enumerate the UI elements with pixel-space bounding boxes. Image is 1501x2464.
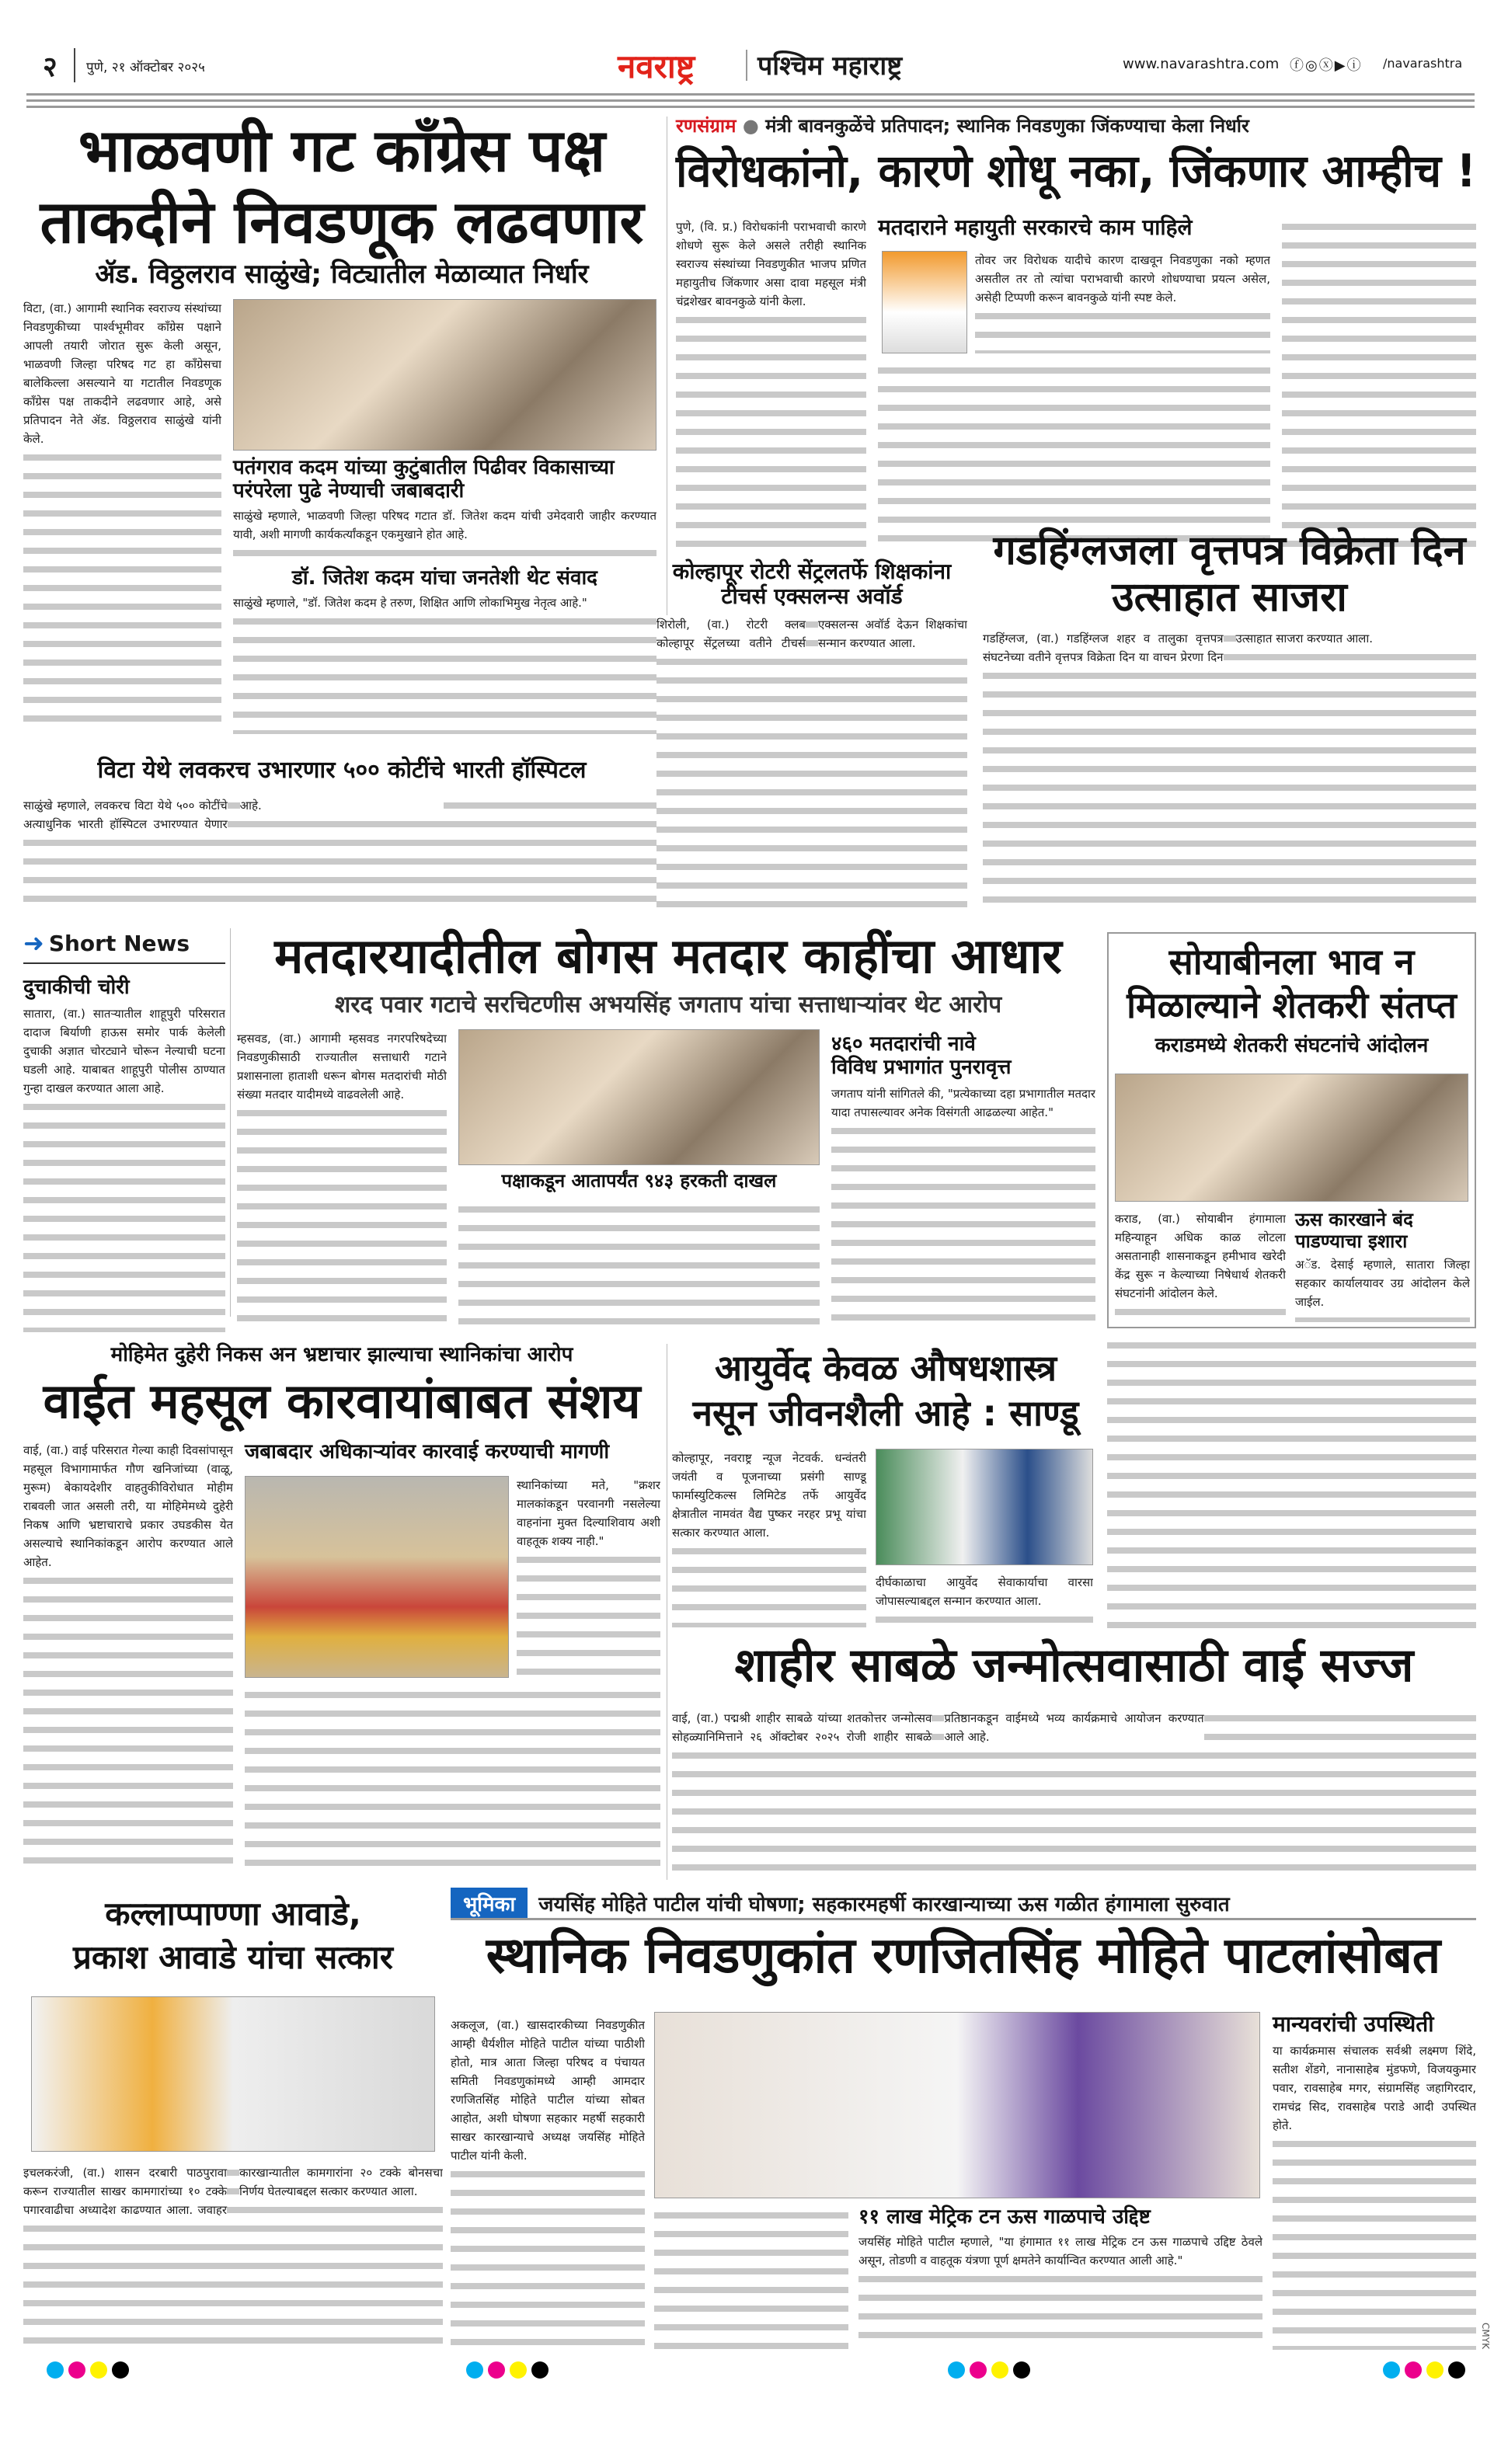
subhead: मतदाराने महायुती सरकारचे काम पाहिले [878,214,1193,240]
side-heading: मान्यवरांची उपस्थिती [1273,2011,1434,2037]
website-link[interactable]: www.navarashtra.com [1123,56,1280,72]
page-header [43,47,1472,85]
registration-marks [0,2361,1501,2393]
bottom-heading: विटा येथे लवकरच उभारणार ५०० कोटींचे भारती हॉस्पिटल [97,757,587,784]
short-news-box: ➜ Short News दुचाकीची चोरी सातारा, (वा.) सातऱ्यातील शाहूपुरी परिसरात दादाज बिर्याणी हाऊस समोर पार्क केलेली दुचाकी अज्ञात चोरट्याने चोरून नेल्याची घटना घडली आहे. याबाबत शाहूपुरी पोलीस ठाण्यात गुन्हा दाखल करण्यात आला आहे. [23,928,225,1332]
headline: मिळाल्याने शेतकरी संतप्त [1127,984,1457,1026]
article-wai-revenue: मोहिमेत दुहेरी निकस अन भ्रष्टाचार झाल्याचा स्थानिकांचा आरोप वाईत महसूल कारवायांबाबत संशय वाई, (वा.) वाई परिसरात गेल्या काही दिवसांपासून महसूल विभागामार्फत गौण खनिजांच्या (वाळू, मुरूम) बेकायदेशीर वाहतुकीविरोधात मोहीम राबवली जात असली तरी, या मोहिमेमध्ये दुहेरी निकष आणि भ्रष्टाचाराचे प्रकार उघडकीस येत असल्याचे स्थानिकांकडून आरोप करण्यात आले आहेत. जबाबदार अधिकाऱ्यांवर कारवाई करण्याची मागणी स्थानिकांच्या मते, "क्रशर मालकांकडून परवानगी नसलेल्या वाहनांना मुक्त दिल्याशिवाय अशी वाहतूक शक्य नाही." [23,1344,660,1880]
headline: कोल्हापूर रोटरी सेंट्रलतर्फे शिक्षकांना टीचर्स एक्सलन्स अवॉर्ड [672,559,952,610]
side-heading: डॉ. जितेश कदम यांचा जनतेशी थेट संवाद [292,566,597,590]
headline: ताकदीने निवडणूक लढवणार [40,187,644,256]
protest-photo [1115,1074,1468,1202]
kicker: मोहिमेत दुहेरी निकस अन भ्रष्टाचार झाल्याचा स्थानिकांचा आरोप [110,1343,573,1366]
photo-caption-head: पतंगराव कदम यांच्या कुटुंबातील पिढीवर विकासाच्या परंपरेला पुढे नेण्याची जबाबदारी [233,456,615,503]
press-conference-photo [458,1029,820,1165]
short-news-label: Short News [48,930,190,956]
youtube-icon[interactable]: ▶ [1334,57,1347,74]
facebook-icon[interactable]: ⓕ [1290,57,1305,74]
kicker-line: जयसिंह मोहिते पाटील यांची घोषणा; सहकारमहर्षी कारखान्याच्या ऊस गळीत हंगामाला सुरुवात [538,1892,1230,1916]
x-icon[interactable]: ⓧ [1318,57,1335,74]
article-ayurveda: आयुर्वेद केवळ औषधशास्त्र नसून जीवनशैली आहे : साण्डू कोल्हापूर, नवराष्ट्र न्यूज नेटवर्क. धन्वंतरी जयंती व पूजनाच्या प्रसंगी साण्डू फार्मास्युटिकल्स लिमिटेड तर्फे आयुर्वेद क्षेत्रातील नामवंत वैद्य पुष्कर नरहर प्रभू यांचा सत्कार करण्यात आला. दीर्घकाळाचा आयुर्वेद सेवाकार्याचा वारसा जोपासल्याबद्दल सन्मान करण्यात आला. [672,1348,1099,1627]
linkedin-icon[interactable]: ⓘ [1346,57,1363,74]
article-body: विटा, (वा.) आगामी स्थानिक स्वराज्य संस्थांच्या निवडणुकीच्या पार्श्वभूमीवर काँग्रेस पक्षाने आपली तयारी जोरात सुरू केली असून, भाळवणी जिल्हा परिषद गट हा काँग्रेसचा बालेकिल्ला असल्याने या गटातील निवडणूक काँग्रेस पक्ष ताकदीने लढवणार आहे, असे प्रतिपादन नेते ॲड. विठ्ठलराव साळुंखे यांनी केले. [23,299,221,730]
headline: गडहिंग्लजला वृत्तपत्र विक्रेता दिन उत्साहात साजरा [993,527,1466,621]
social-handle: /navarashtra [1383,56,1463,71]
instagram-icon[interactable]: ◎ [1305,57,1319,74]
short-news-headline: दुचाकीची चोरी [23,976,130,999]
headline: आयुर्वेद केवळ औषधशास्त्र [714,1347,1057,1389]
headline: नसून जीवनशैली आहे : साण्डू [692,1392,1079,1434]
headline: मतदारयादीतील बोगस मतदार काहींचा आधार [274,927,1062,984]
section-kicker: रणसंग्राम [676,115,737,137]
headline: भाळवणी गट काँग्रेस पक्ष [78,116,606,185]
header-rule [26,93,1475,96]
article-awade-felicitation: कल्लाप्पाण्णा आवाडे, प्रकाश आवाडे यांचा सत्कार इचलकरंजी, (वा.) शासन दरबारी पाठपुरावा करून राज्यातील साखर कामगारांच्या १० टक्के पगारवाढीचा अध्यादेश काढण्यात आला. जवाहर कारखान्यातील कामगारांना २० टक्के बोनसचा निर्णय घेतल्याबद्दल सत्कार करण्यात आला. [23,1895,443,2354]
edition-name: पश्चिम महाराष्ट्र [757,50,903,82]
page-number: २ [43,51,57,83]
headline: स्थानिक निवडणुकांत रणजितसिंह मोहिते पाटलांसोबत [486,1927,1441,1985]
article-soybean-farmers: सोयाबीनला भाव न मिळाल्याने शेतकरी संतप्त कराडमध्ये शेतकरी संघटनांचे आंदोलन कराड, (वा.) सोयाबीन हंगामाला महिन्याहून अधिक काळ लोटला असतानाही शासनाकडून हमीभाव खरेदी केंद्र सुरू न केल्याच्या निषेधार्थ शेतकरी संघटनांनी आंदोलन केले. ऊस कारखाने बंद पाडण्याचा इशारा अॅड. देसाई म्हणाले, सातारा जिल्हा सहकार कार्यालयावर उग्र आंदोलन केले जाईल. [1107,932,1476,1328]
felicitation-group-photo [31,1996,435,2152]
article-shahir-sabale: शाहीर साबळे जन्मोत्सवासाठी वाई सज्ज वाई, (वा.) पद्मश्री शाहीर साबळे यांच्या शतकोत्तर जन्मोत्सव सोहळ्यानिमित्ताने २६ ऑक्टोबर २०२५ रोजी शाहीर साबळे प्रतिष्ठानकडून वाईमध्ये भव्य कार्यक्रमाचे आयोजन करण्यात आले आहे. [672,1639,1476,1880]
headline: सोयाबीनला भाव न [1168,941,1415,983]
article-gadhinglaj: गडहिंग्लजला वृत्तपत्र विक्रेता दिन उत्साहात साजरा गडहिंग्लज, (वा.) गडहिंग्लज शहर व तालुका वृत्तपत्र संघटनेच्या वतीने वृत्तपत्र विक्रेता दिन या वाचन प्रेरणा दिन उत्साहात साजरा करण्यात आला. [983,528,1476,909]
social-icons[interactable] [1290,54,1363,75]
article-rotary-award: कोल्हापूर रोटरी सेंट्रलतर्फे शिक्षकांना टीचर्स एक्सलन्स अवॉर्ड शिरोली, (वा.) रोटरी क्लब कोल्हापूर सेंट्रलच्या वतीने टीचर्स एक्सलन्स अवॉर्ड देऊन शिक्षकांचा सन्मान करण्यात आला. [656,559,967,909]
caption-body: साळुंखे म्हणाले, भाळवणी जिल्हा परिषद गटात डॉ. जितेश कदम यांची उमेदवारी जाहीर करण्यात यावी, अशी मागणी कार्यकर्त्यांकडून एकमुखाने होत आहे. [233,506,656,562]
cmyk-label: CMYK [1480,2323,1491,2349]
article-bawankule: रणसंग्राम ● मंत्री बावनकुळेंचे प्रतिपादन; स्थानिक निवडणुका जिंकण्याचा केला निर्धार विरोधकांनो, कारणे शोधू नका, जिंकणार आम्हीच ! पुणे, (वि. प्र.) विरोधकांनी पराभवाची कारणे शोधणे सुरू केले असले तरीही स्थानिक स्वराज्य संस्थांच्या निवडणुकीत भाजप प्रणित महायुतीच जिंकणार असा दावा महसूल मंत्री चंद्रशेखर बावनकुळे यांनी केला. मतदाराने महायुती सरकारचे काम पाहिले तोवर जर विरोधक यादीचे कारण दाखवून निवडणुका नको म्हणत असतील तर तो त्यांचा पराभवाची कारणे शोधण्याचा प्रयत्न असेल, असेही टिप्पणी करून बावनकुळे यांनी स्पष्ट केले. [676,113,1476,548]
headline: शाहीर साबळे जन्मोत्सवासाठी वाई सज्ज [734,1638,1414,1693]
headline: विरोधकांनो, कारणे शोधू नका, जिंकणार आम्हीच ! [676,144,1476,197]
kicker-line: मंत्री बावनकुळेंचे प्रतिपादन; स्थानिक निवडणुका जिंकण्याचा केला निर्धार [765,115,1249,137]
minister-photo [882,251,967,353]
photo-caption: पक्षाकडून आतापर्यंत ९४३ हरकती दाखल [501,1170,777,1192]
headline: वाईत महसूल कारवायांबाबत संशय [43,1373,641,1429]
subhead: शरद पवार गटाचे सरचिटणीस अभयसिंह जगताप यांचा सत्ताधाऱ्यांवर थेट आरोप [334,991,1002,1018]
dateline: पुणे, २१ ऑक्टोबर २०२५ [86,60,205,75]
article-mohite-patil: भूमिका जयसिंह मोहिते पाटील यांची घोषणा; सहकारमहर्षी कारखान्याच्या ऊस गळीत हंगामाला सुरुवात स्थानिक निवडणुकांत रणजितसिंह मोहिते पाटलांसोबत अकलूज, (वा.) खासदारकीच्या निवडणुकीत आम्ही धैर्यशील मोहिते पाटील यांच्या पाठीशी होतो, मात्र आता जिल्हा परिषद व पंचायत समिती निवडणुकांमध्ये आम्ही आमदार रणजितसिंह मोहिते पाटील यांच्या सोबत आहोत, अशी घोषणा सहकार महर्षी सहकारी साखर कारखान्याचे अध्यक्ष जयसिंह मोहिते पाटील यांनी केली. ११ लाख मेट्रिक टन ऊस गाळपाचे उद्दिष्ट जयसिंह मोहिते पाटील म्हणाले, "या हंगामात ११ लाख मेट्रिक टन ऊस गाळपाचे उद्दिष्ट ठेवले असून, तोडणी व वाहतूक यंत्रणा पूर्ण क्षमतेने कार्यान्वित करण्यात आली आहे." मान्यवरांची उपस्थिती या कार्यक्रमास संचालक सर्वश्री लक्ष्मण शिंदे, सतीश शेंडगे, नानासाहेब मुंडफणे, विजयकुमार पवार, रावसाहेब मगर, संग्रामसिंह जहागिरदार, रामचंद्र सिद, रावसाहेब पराडे आदी उपस्थित होते. [451,1888,1476,2354]
sugar-factory-event-photo [654,2012,1260,2198]
meeting-photo [233,299,656,451]
article-soybean-continued [1107,1336,1476,1631]
subhead: जबाबदार अधिकाऱ्यांवर कारवाई करण्याची मागणी [245,1440,610,1463]
section-tag: भूमिका [451,1888,528,1920]
article-bogus-voters: मतदारयादीतील बोगस मतदार काहींचा आधार शरद पवार गटाचे सरचिटणीस अभयसिंह जगताप यांचा सत्ताधाऱ्यांवर थेट आरोप म्हसवड, (वा.) आगामी म्हसवड नगरपरिषदेच्या निवडणुकीसाठी राज्यातील सत्ताधारी गटाने प्रशासनाला हाताशी धरून बोगस मतदारांची मोठी संख्या मतदार यादीमध्ये वाढवलेली आहे. पक्षाकडून आतापर्यंत ९४३ हरकती दाखल ४६० मतदारांची नावे विविध प्रभागांत पुनरावृत्त जगताप यांनी सांगितले की, "प्रत्येकाच्या दहा प्रभागातील मतदार यादा तपासल्यावर अनेक विसंगती आढळल्या आहेत." [237,928,1099,1332]
article-bhalwani-congress: भाळवणी गट काँग्रेस पक्ष ताकदीने निवडणूक लढवणार ॲड. विठ्ठलराव साळुंखे; विट्यातील मेळाव्यात निर्धार विटा, (वा.) आगामी स्थानिक स्वराज्य संस्थांच्या निवडणुकीच्या पार्श्वभूमीवर काँग्रेस पक्षाने आपली तयारी जोरात सुरू केली असून, भाळवणी जिल्हा परिषद गट हा काँग्रेसचा बालेकिल्ला असल्याने या गटातील निवडणूक काँग्रेस पक्ष ताकदीने लढवणार आहे, असे प्रतिपादन नेते ॲड. विठ्ठलराव साळुंखे यांनी केले. पतंगराव कदम यांच्या कुटुंबातील पिढीवर विकासाच्या परंपरेला पुढे नेण्याची जबाबदारी साळुंखे म्हणाले, भाळवणी जिल्हा परिषद गटात डॉ. जितेश कदम यांची उमेदवारी जाहीर करण्यात यावी, अशी मागणी कार्यकर्त्यांकडून एकमुखाने होत आहे. डॉ. जितेश कदम यांचा जनतेशी थेट संवाद साळुंखे म्हणाले, "डॉ. जितेश कदम हे तरुण, शिक्षित आणि लोकाभिमुख नेतृत्व आहे." विटा येथे लवकरच उभारणार ५०० कोटींचे भारती हॉस्पिटल साळुंखे म्हणाले, लवकरच विटा येथे ५०० कोटींचे अत्याधुनिक भारती हॉस्पिटल उभारण्यात येणार आहे. [23,117,660,909]
headline: कल्लाप्पाण्णा आवाडे, [105,1895,361,1933]
arrow-icon: ➜ [23,928,44,958]
subhead: ॲड. विठ्ठलराव साळुंखे; विट्यातील मेळाव्यात निर्धार [95,259,589,290]
article-body: पुणे, (वि. प्र.) विरोधकांनी पराभवाची कारणे शोधणे सुरू केले असले तरीही स्थानिक स्वराज्य संस्थांच्या निवडणुकीत भाजप प्रणित महायुतीच जिंकणार असा दावा महसूल मंत्री चंद्रशेखर बावनकुळे यांनी केला. [676,218,866,548]
masthead-logo: नवराष्ट्र [618,47,695,85]
felicitation-photo [876,1449,1093,1565]
trucks-photo [245,1476,509,1678]
subhead: ११ लाख मेट्रिक टन ऊस गाळपाचे उद्दिष्ट [858,2205,1151,2229]
subhead: कराडमध्ये शेतकरी संघटनांचे आंदोलन [1154,1034,1429,1057]
headline: प्रकाश आवाडे यांचा सत्कार [73,1938,393,1976]
